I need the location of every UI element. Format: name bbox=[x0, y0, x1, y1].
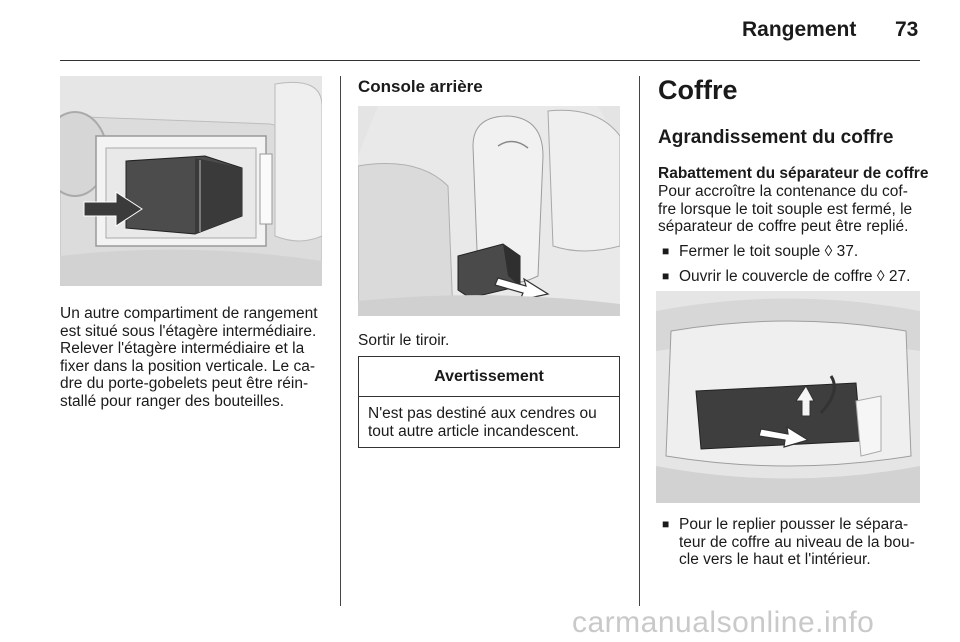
subsubsection-heading: Rabattement du séparateur de coffre bbox=[658, 165, 929, 182]
warning-text: N'est pas destiné aux cendres ou tout autre article incandescent. bbox=[368, 405, 597, 440]
list-item: ■ Fermer le toit souple ◊ 37. bbox=[662, 243, 930, 261]
storage-paragraph: Un autre compartiment de rangement est situé sous l'étagère intermédiaire. Relever l'étagère intermédiaire et la fixer dans la position verticale. Le ca- dre du porte-gobelets peut être réin- stallé pour ranger des bouteilles. bbox=[60, 305, 318, 410]
rear-console-drawer-illustration bbox=[358, 106, 620, 316]
header-rule bbox=[60, 60, 920, 61]
column-divider-right bbox=[639, 76, 640, 606]
page-title: Rangement bbox=[742, 18, 857, 41]
page-header bbox=[0, 0, 960, 62]
warning-title: Avertissement bbox=[359, 357, 619, 397]
page-number: 73 bbox=[895, 18, 919, 41]
section-heading-coffre: Coffre bbox=[658, 75, 738, 105]
watermark: carmanualsonline.info bbox=[572, 606, 875, 639]
trunk-separator-illustration bbox=[656, 291, 920, 503]
storage-compartment-illustration bbox=[60, 76, 322, 286]
page-reference-icon: ◊ bbox=[876, 267, 885, 285]
subsection-heading: Agrandissement du coffre bbox=[658, 127, 894, 148]
drawer-caption: Sortir le tiroir. bbox=[358, 332, 450, 349]
warning-box bbox=[358, 356, 620, 448]
instruction-list-bottom bbox=[662, 516, 930, 569]
instruction-list-top bbox=[662, 243, 930, 285]
list-item: ■ Ouvrir le couvercle de coffre ◊ 27. bbox=[662, 268, 930, 286]
console-heading: Console arrière bbox=[358, 77, 483, 96]
page-reference-icon: ◊ bbox=[824, 243, 833, 260]
trunk-paragraph: Pour accroître la contenance du cof- fre lorsque le toit souple est fermé, le séparateur de coffre peut être replié. bbox=[658, 183, 913, 235]
list-item: ■ Pour le replier pousser le sépara- teur de coffre au niveau de la bou- cle vers le haut et l'intérieur. bbox=[662, 516, 930, 569]
column-divider-left bbox=[340, 76, 341, 606]
